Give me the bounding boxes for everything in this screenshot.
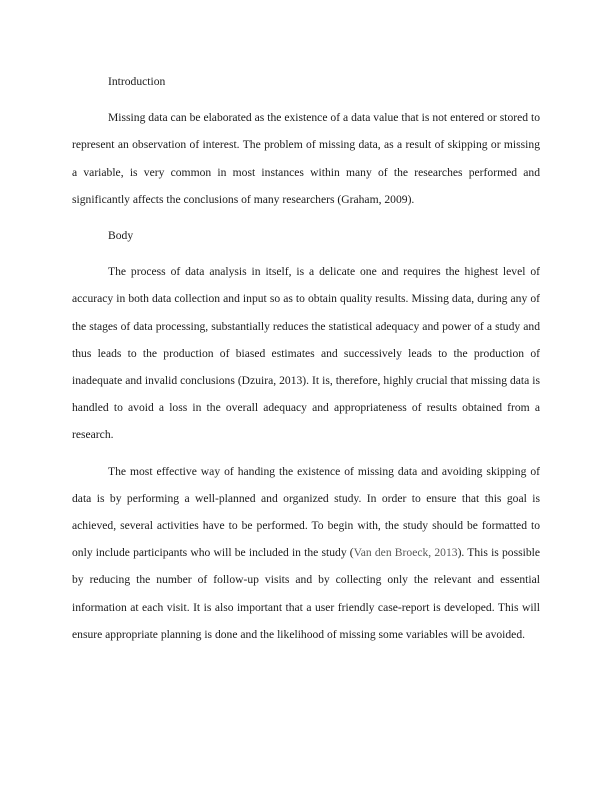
citation-van-den-broeck[interactable]: Van den Broeck, 2013	[353, 546, 458, 560]
body-paragraph-2-text-start: The most effective way of handing the existence of missing data and avoiding skipping of data is by performing a well-planned and organized study. In order to ensure that this goal is achieved, several activities have to be performed. To begin with, the study should be formatted to only include participants who will be included in the study (	[72, 464, 540, 560]
introduction-heading: Introduction	[108, 75, 166, 88]
body-paragraph-2-text-end: ). This is possible by reducing the number of follow-up visits and by collecting only the relevant and essential information at each visit. It is also important that a user friendly case-report is developed. This will ensure appropriate planning is done and the likelihood of missing some variables will be avoided.	[72, 546, 541, 641]
body-heading: Body	[108, 229, 134, 243]
document-body	[72, 68, 540, 648]
body-paragraph-2	[72, 458, 540, 648]
introduction-paragraph: Missing data can be elaborated as the existence of a data value that is not entered or stored to represent an observation of interest. The problem of missing data, as a result of skipping or missing a variable, is very common in most instances within many of the researches performed and significantly affects the conclusions of many researchers (Graham, 2009).	[72, 111, 540, 206]
body-paragraph-1: The process of data analysis in itself, is a delicate one and requires the highest level of accuracy in both data collection and input so as to obtain quality results. Missing data, during any of the stages of data processing, substantially reduces the statistical adequacy and power of a study and thus leads to the production of biased estimates and successively leads to the production of inadequate and invalid conclusions (Dzuira, 2013). It is, therefore, highly crucial that missing data is handled to avoid a loss in the overall adequacy and appropriateness of results obtained from a research.	[72, 265, 540, 442]
